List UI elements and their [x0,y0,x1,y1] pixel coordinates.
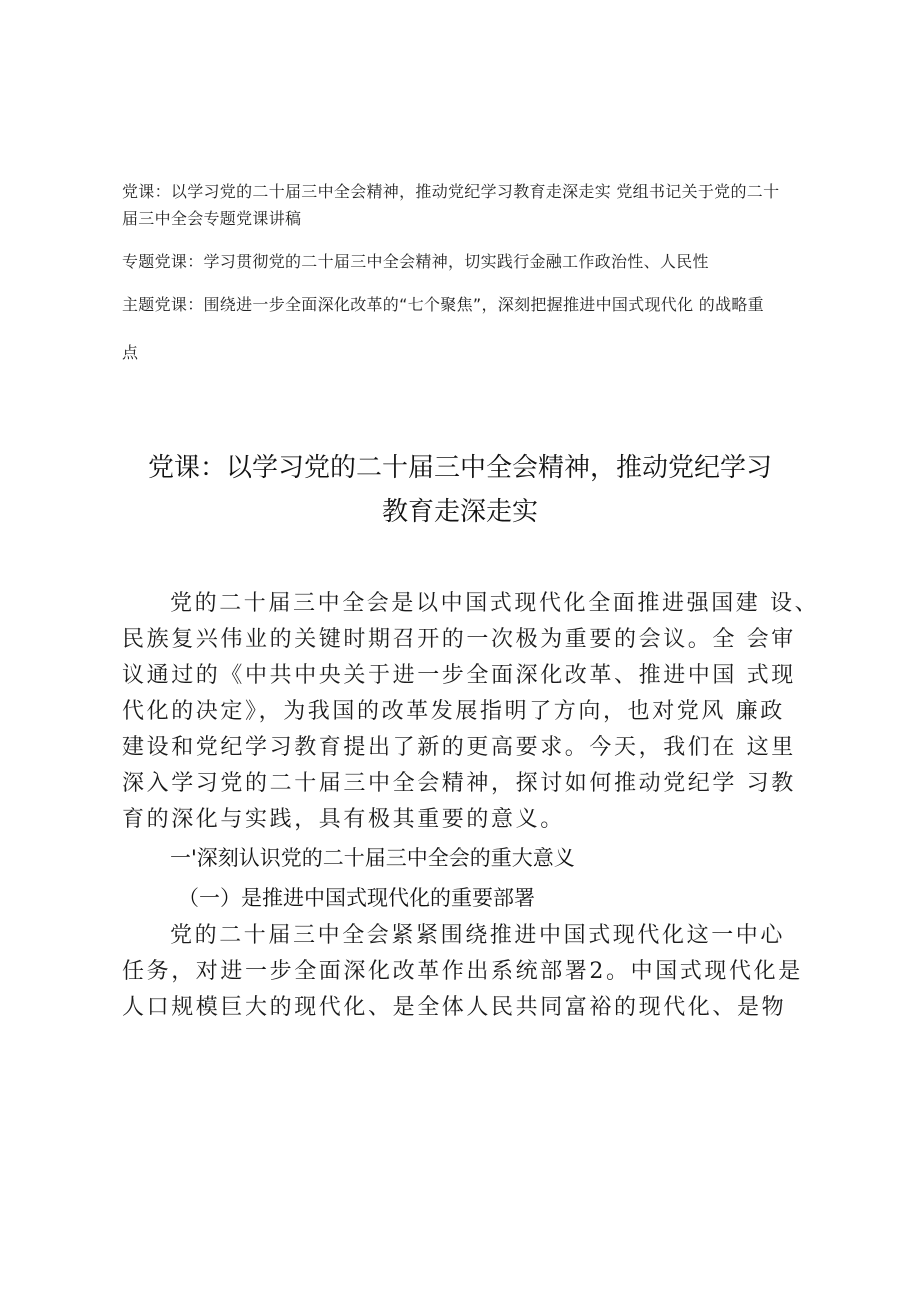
paragraph-line: 任务，对进一步全面深化改革作出系统部署2。中国式现代化是 [122,959,803,984]
subsection-heading: （一）是推进中国式现代化的重要部署 [178,886,535,910]
toc-line: 点 [122,343,139,362]
paragraph-line: 党的二十届三中全会是以中国式现代化全面推进强国建 设、 [170,591,820,616]
title-line-1: 党课：以学习党的二十届三中全会精神，推动党纪学习 [147,453,772,483]
paragraph-line: 党的二十届三中全会紧紧围绕推进中国式现代化这一中心 [170,923,786,948]
paragraph-line: 建设和党纪学习教育提出了新的更高要求。今天，我们在 这里 [122,735,796,760]
paragraph-line: 民族复兴伟业的关键时期召开的一次极为重要的会议。全 会审 [122,627,796,652]
table-of-contents [122,178,812,393]
toc-line: 届三中全会专题党课讲稿 [122,209,302,228]
paragraph-line: 人口规模巨大的现代化、是全体人民共同富裕的现代化、是物 [122,995,787,1020]
paragraph-line: 深入学习党的二十届三中全会精神，探讨如何推动党纪学 习教 [122,771,796,796]
paragraph-intro [122,586,822,838]
document-body [122,586,822,1026]
document-title [110,446,810,534]
paragraph-line: 代化的决定》，为我国的改革发展指明了方向，也对党风 廉政 [122,699,785,724]
paragraph-section-1 [122,918,822,1026]
toc-line: 专题党课：学习贯彻党的二十届三中全会精神，切实践行金融工作政治性、人民性 [122,252,709,271]
toc-entry-2[interactable] [122,248,812,275]
section-heading: 一'深刻认识党的二十届三中全会的重大意义 [170,846,575,870]
paragraph-line: 议通过的《中共中央关于进一步全面深化改革、推进中国 式现 [122,663,796,688]
toc-entry-3[interactable] [122,281,812,377]
toc-line: 党课：以学习党的二十届三中全会精神，推动党纪学习教育走深走实 党组书记关于党的二十 [122,182,780,201]
toc-line: 主题党课：围绕进一步全面深化改革的“七个聚焦”，深刻把握推进中国式现代化 的战略重 [122,295,764,314]
title-line-2: 教育走深走实 [381,497,538,527]
paragraph-line: 育的深化与实践，具有极其重要的意义。 [122,807,565,832]
toc-entry-1[interactable] [122,178,812,232]
